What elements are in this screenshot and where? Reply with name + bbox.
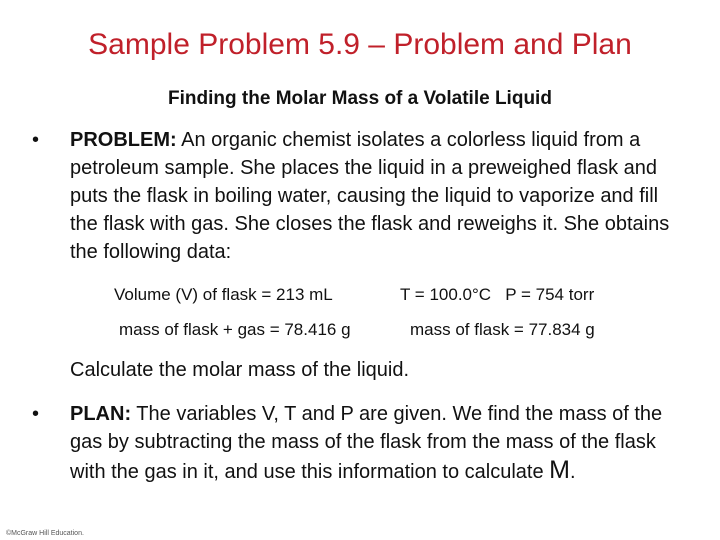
mass-flask-gas-data: mass of flask + gas = 78.416 g <box>119 320 351 339</box>
copyright-footer: ©McGraw Hill Education. <box>6 530 84 537</box>
problem-label: PROBLEM: <box>70 129 177 151</box>
temperature-pressure-data: T = 100.0°C P = 754 torr <box>400 285 595 304</box>
plan-body: The variables V, T and P are given. We find the mass of the gas by subtracting the mass of the flask from the mass of the flask with the gas in it, and use this information to calculate <box>70 403 663 483</box>
task-statement: Calculate the molar mass of the liquid. <box>70 359 410 381</box>
slide-subtitle: Finding the Molar Mass of a Volatile Liquid <box>168 88 552 109</box>
plan-end: . <box>569 461 576 483</box>
molar-mass-symbol: M <box>549 456 570 484</box>
problem-text <box>70 126 670 266</box>
problem-body: An organic chemist isolates a colorless liquid from a petroleum sample. She places the liquid in a preweighed flask and puts the flask in boiling water, causing the liquid to vaporize and fill the flask with gas. She closes the flask and reweighs it. She obtains the following data: <box>70 129 670 263</box>
plan-label: PLAN: <box>70 403 132 425</box>
plan-text <box>70 400 670 486</box>
mass-flask-data: mass of flask = 77.834 g <box>410 320 595 339</box>
bullet-marker: • <box>32 129 40 151</box>
volume-data: Volume (V) of flask = 213 mL <box>114 285 333 304</box>
slide-title: Sample Problem 5.9 – Problem and Plan <box>88 28 632 61</box>
bullet-marker: • <box>32 403 40 425</box>
